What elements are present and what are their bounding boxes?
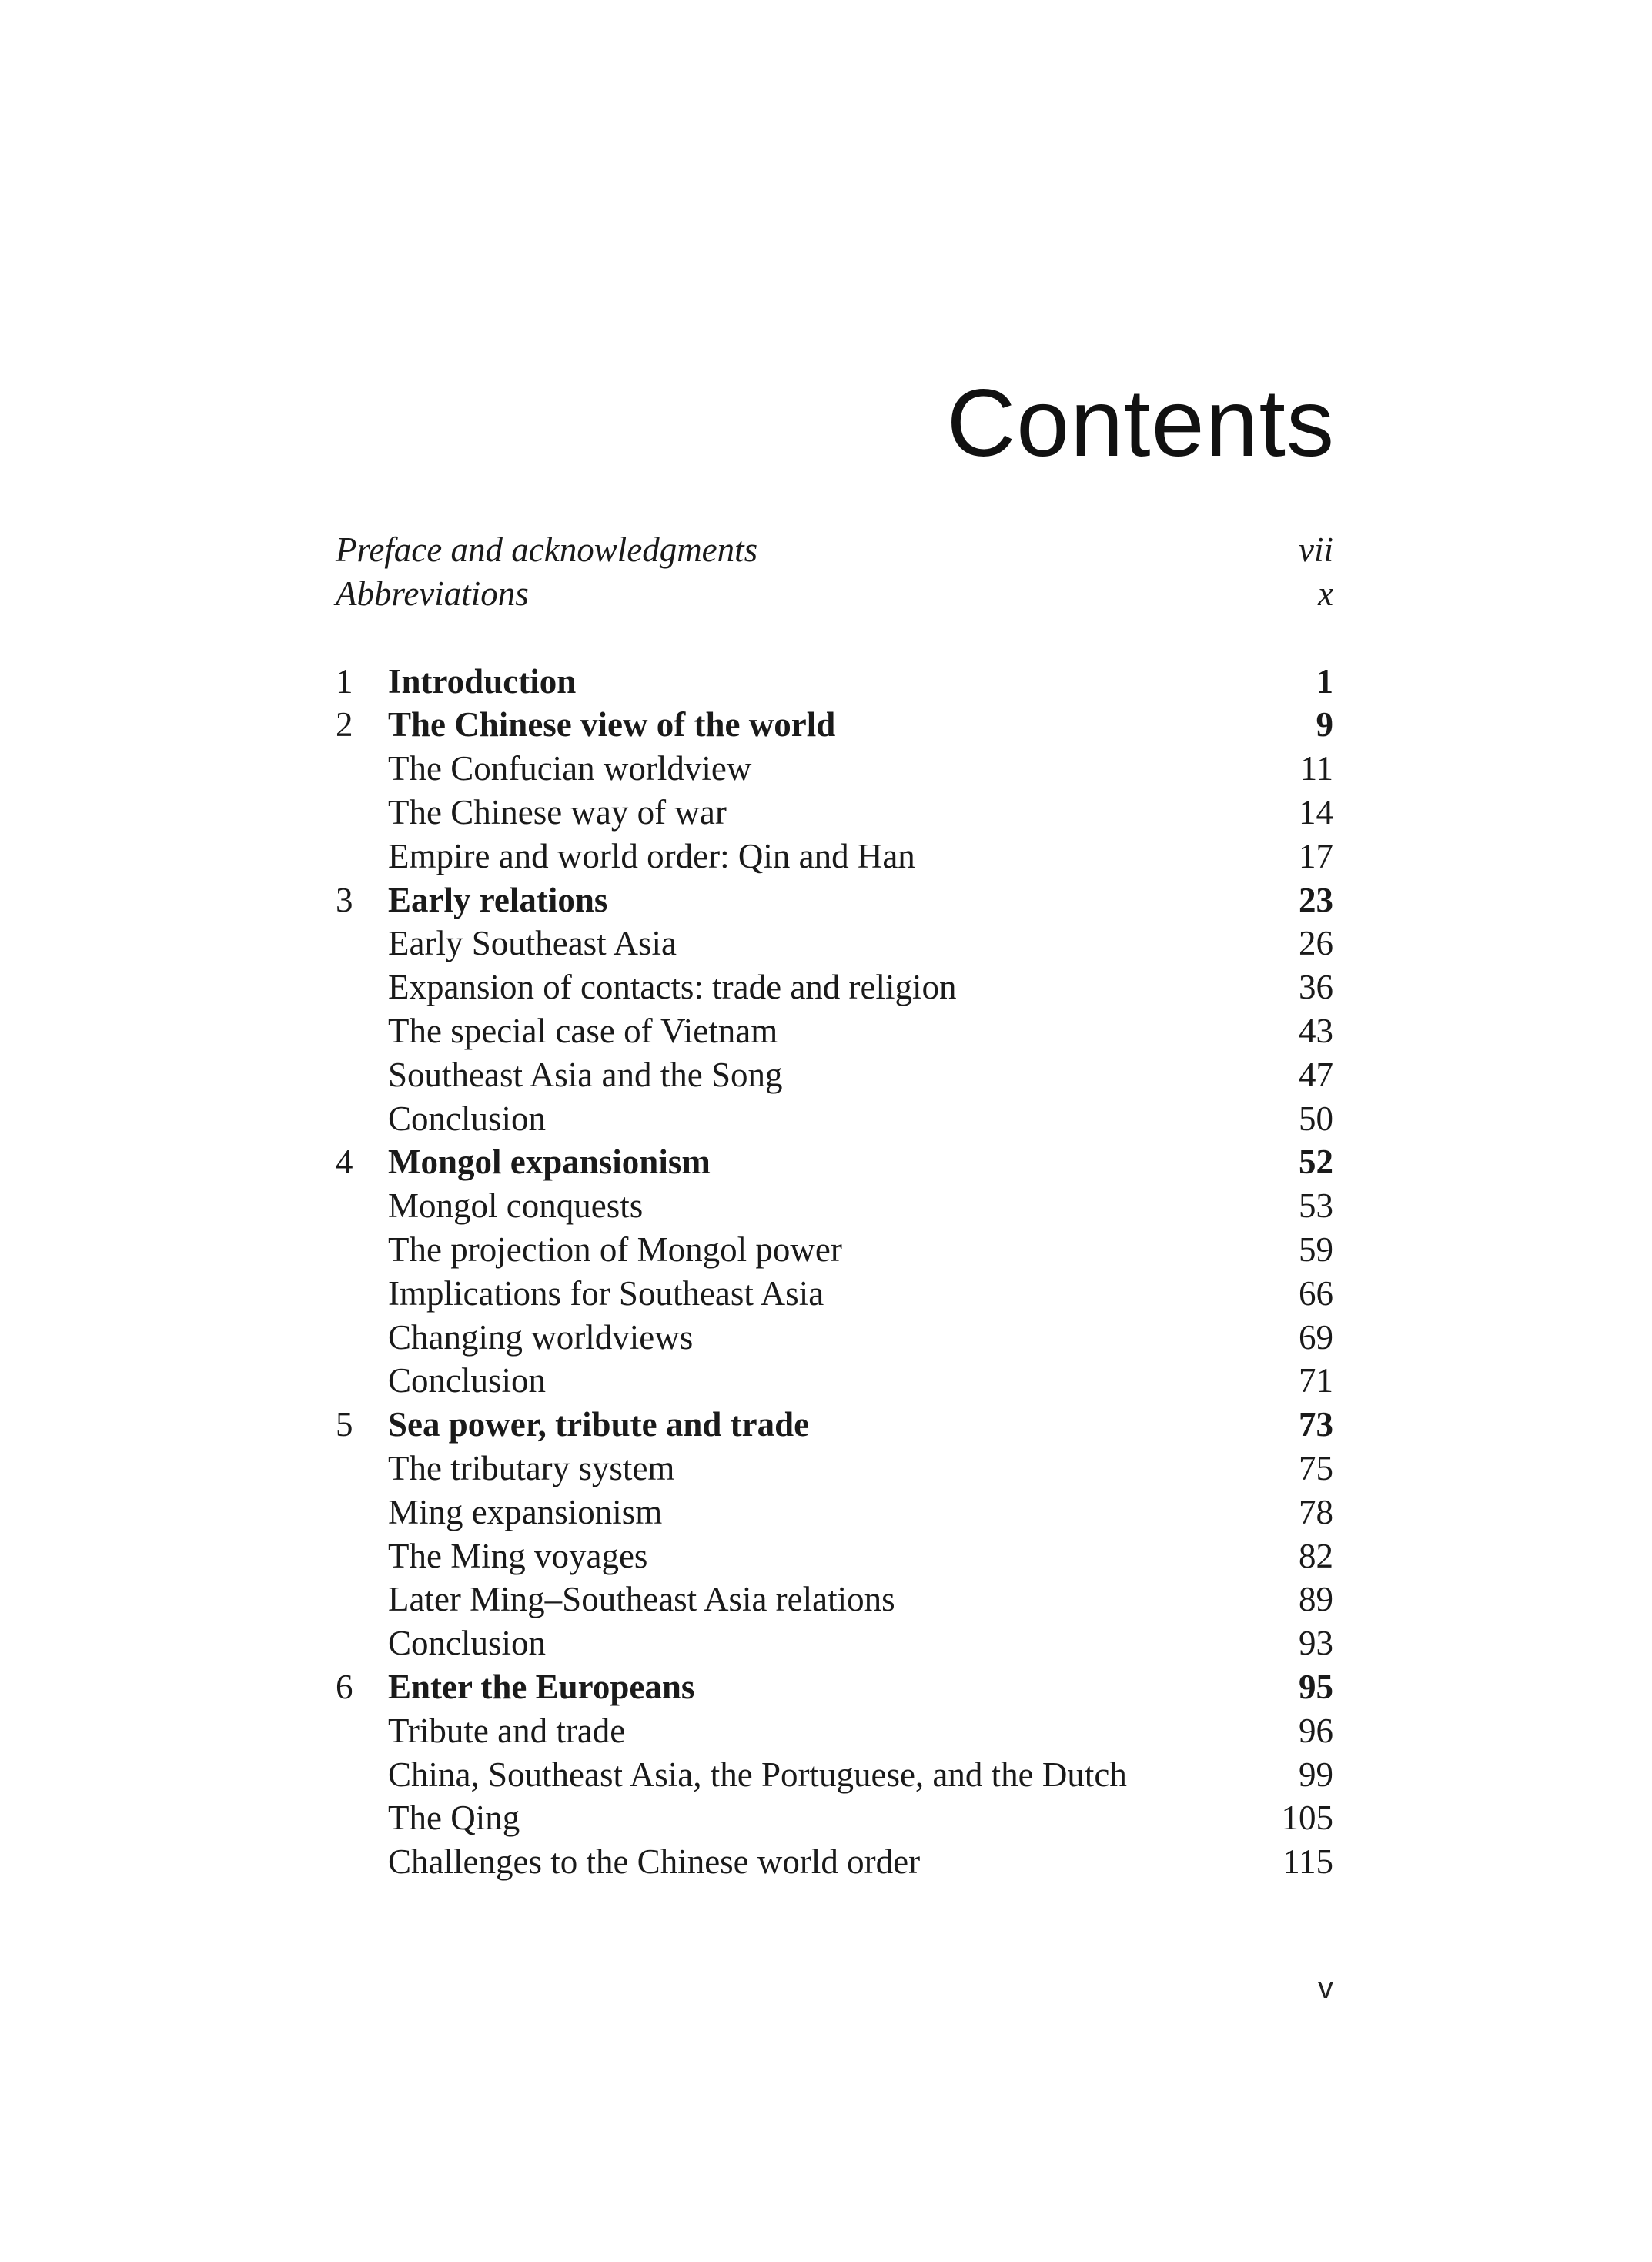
toc-section-row bbox=[336, 1534, 1333, 1578]
toc-page-number: 66 bbox=[1299, 1273, 1333, 1313]
toc-entry-label: The tributary system bbox=[388, 1448, 675, 1487]
toc-entry-label: The Chinese view of the world bbox=[388, 705, 836, 745]
toc-page-number: 78 bbox=[1299, 1492, 1333, 1531]
chapter-list bbox=[336, 660, 1333, 1884]
toc-page-number: 9 bbox=[1316, 705, 1333, 745]
toc-section-row bbox=[336, 1359, 1333, 1403]
front-matter-list bbox=[336, 528, 1333, 616]
toc-section-row bbox=[336, 1753, 1333, 1797]
toc-entry-label: Early relations bbox=[388, 880, 608, 919]
toc-page-number: 95 bbox=[1299, 1667, 1333, 1706]
chapter-number: 2 bbox=[336, 705, 353, 745]
toc-page-number: 52 bbox=[1299, 1143, 1333, 1182]
toc-section-row bbox=[336, 1447, 1333, 1491]
toc-entry-label: The Ming voyages bbox=[388, 1536, 648, 1575]
toc-chapter-row bbox=[336, 1140, 1333, 1184]
chapter-number: 1 bbox=[336, 661, 353, 701]
toc-entry-label: Implications for Southeast Asia bbox=[388, 1273, 824, 1313]
toc-section-row bbox=[336, 1053, 1333, 1097]
toc-chapter-row bbox=[336, 1403, 1333, 1447]
toc-section-row bbox=[336, 1621, 1333, 1665]
page-number: v bbox=[1318, 1971, 1333, 2005]
toc-section-row bbox=[336, 1796, 1333, 1840]
toc-section-row bbox=[336, 1228, 1333, 1272]
toc-entry-label: China, Southeast Asia, the Portuguese, and the Dutch bbox=[388, 1755, 1127, 1794]
toc-entry-label: Empire and world order: Qin and Han bbox=[388, 836, 915, 875]
toc-section-row bbox=[336, 965, 1333, 1009]
toc-entry-label: The Chinese way of war bbox=[388, 792, 727, 832]
toc-page-number: 115 bbox=[1282, 1842, 1333, 1882]
toc-page-number: 73 bbox=[1299, 1405, 1333, 1444]
toc-section-row bbox=[336, 922, 1333, 965]
page-title: Contents bbox=[946, 370, 1335, 477]
toc-entry-label: Mongol conquests bbox=[388, 1186, 644, 1226]
toc-chapter-row bbox=[336, 660, 1333, 704]
toc-page-number: 50 bbox=[1299, 1099, 1333, 1138]
toc-page-number: 43 bbox=[1299, 1011, 1333, 1050]
toc-page-number: 11 bbox=[1299, 749, 1333, 788]
toc-page-number: 105 bbox=[1281, 1799, 1333, 1838]
toc-entry-label: Expansion of contacts: trade and religion bbox=[388, 968, 957, 1007]
toc-page-number: 36 bbox=[1299, 968, 1333, 1007]
toc-section-row bbox=[336, 1840, 1333, 1884]
toc-page-number: 89 bbox=[1299, 1580, 1333, 1619]
chapter-number: 3 bbox=[336, 880, 353, 919]
toc-page-number: 71 bbox=[1299, 1361, 1333, 1400]
toc-entry-label: The Qing bbox=[388, 1799, 520, 1838]
toc-section-row bbox=[336, 791, 1333, 835]
toc-entry-label: Conclusion bbox=[388, 1099, 547, 1138]
toc-entry-label: Changing worldviews bbox=[388, 1317, 694, 1357]
toc-entry-label: Mongol expansionism bbox=[388, 1143, 711, 1182]
toc-page-number: 75 bbox=[1299, 1448, 1333, 1487]
toc-section-row bbox=[336, 1709, 1333, 1753]
chapter-number: 4 bbox=[336, 1143, 353, 1182]
toc-page-number: vii bbox=[1299, 530, 1333, 569]
toc-page-number: x bbox=[1318, 574, 1333, 613]
toc-page-number: 47 bbox=[1299, 1055, 1333, 1094]
toc-entry-label: Ming expansionism bbox=[388, 1492, 663, 1531]
toc-entry-label: Later Ming–Southeast Asia relations bbox=[388, 1580, 895, 1619]
toc-section-row bbox=[336, 1097, 1333, 1141]
toc-section-row bbox=[336, 1272, 1333, 1316]
toc-entry-label: Preface and acknowledgments bbox=[336, 530, 758, 569]
toc-page-number: 82 bbox=[1299, 1536, 1333, 1575]
toc-section-row bbox=[336, 1316, 1333, 1360]
toc-page-number: 23 bbox=[1299, 880, 1333, 919]
toc-entry-label: The Confucian worldview bbox=[388, 749, 752, 788]
toc-page-number: 53 bbox=[1299, 1186, 1333, 1226]
toc-entry-label: The projection of Mongol power bbox=[388, 1230, 842, 1269]
chapter-number: 5 bbox=[336, 1405, 353, 1444]
toc-page-number: 17 bbox=[1299, 836, 1333, 875]
toc-section-row bbox=[336, 835, 1333, 878]
toc-entry-label: Challenges to the Chinese world order bbox=[388, 1842, 921, 1882]
toc-entry-label: Early Southeast Asia bbox=[388, 924, 677, 963]
toc-page-number: 93 bbox=[1299, 1624, 1333, 1663]
toc-section-row bbox=[336, 1491, 1333, 1534]
toc-entry-label: Enter the Europeans bbox=[388, 1667, 695, 1706]
toc-entry-label: Tribute and trade bbox=[388, 1711, 626, 1750]
toc-entry-label: The special case of Vietnam bbox=[388, 1011, 778, 1050]
toc-chapter-row bbox=[336, 878, 1333, 922]
toc-page-number: 99 bbox=[1299, 1755, 1333, 1794]
toc-entry-label: Conclusion bbox=[388, 1624, 547, 1663]
toc-entry-label: Sea power, tribute and trade bbox=[388, 1405, 810, 1444]
toc-page-number: 69 bbox=[1299, 1317, 1333, 1357]
toc-section-row bbox=[336, 1578, 1333, 1621]
toc-chapter-row bbox=[336, 703, 1333, 747]
toc-page-number: 26 bbox=[1299, 924, 1333, 963]
front-matter-item bbox=[336, 528, 1333, 572]
chapter-number: 6 bbox=[336, 1667, 353, 1706]
front-matter-item bbox=[336, 572, 1333, 616]
toc-entry-label: Conclusion bbox=[388, 1361, 547, 1400]
toc-page-number: 59 bbox=[1299, 1230, 1333, 1269]
table-of-contents bbox=[336, 528, 1333, 1884]
toc-page-number: 96 bbox=[1299, 1711, 1333, 1750]
toc-chapter-row bbox=[336, 1665, 1333, 1709]
toc-page-number: 14 bbox=[1299, 792, 1333, 832]
toc-entry-label: Introduction bbox=[388, 661, 577, 701]
toc-section-row bbox=[336, 747, 1333, 791]
toc-spacer bbox=[336, 616, 1333, 660]
toc-section-row bbox=[336, 1184, 1333, 1228]
toc-section-row bbox=[336, 1009, 1333, 1053]
toc-entry-label: Southeast Asia and the Song bbox=[388, 1055, 783, 1094]
toc-entry-label: Abbreviations bbox=[336, 574, 529, 613]
toc-page-number: 1 bbox=[1316, 661, 1333, 701]
